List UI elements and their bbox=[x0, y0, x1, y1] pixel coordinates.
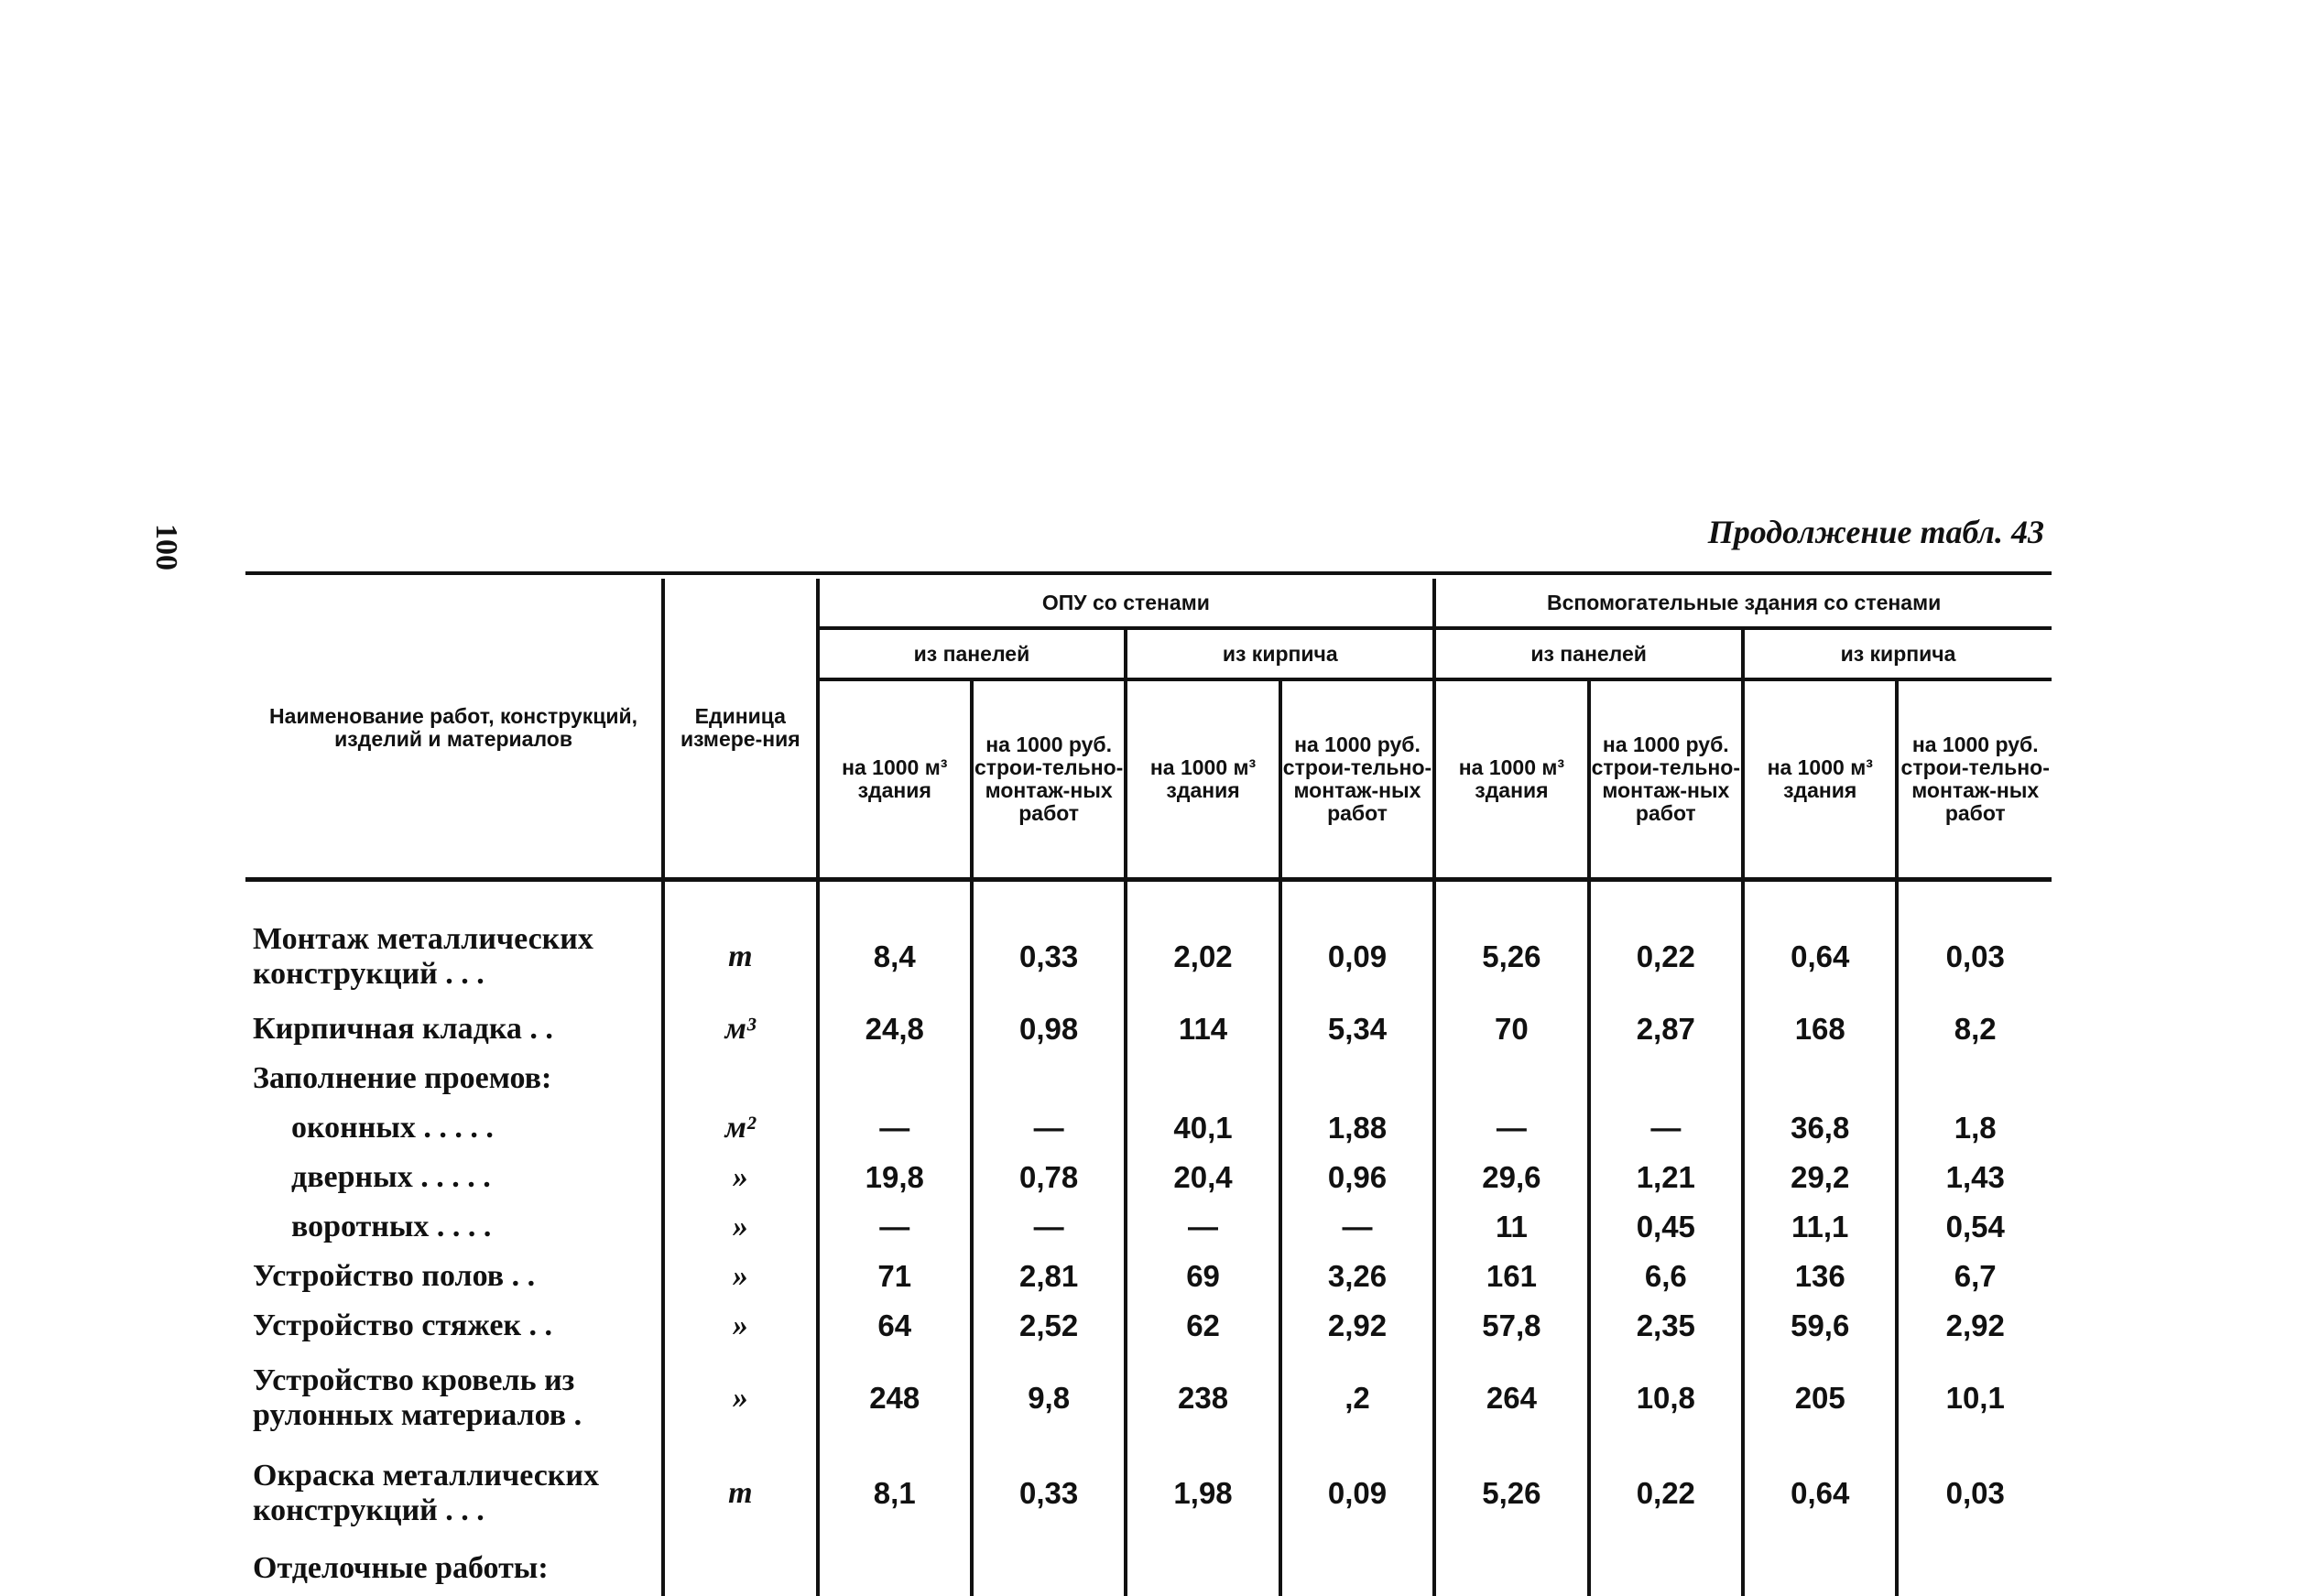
cell-value: 0,03 bbox=[1897, 880, 2052, 1005]
cell-value bbox=[972, 1541, 1126, 1596]
row-unit: » bbox=[663, 1202, 817, 1252]
cell-value: 0,33 bbox=[972, 1446, 1126, 1541]
cell-value: 57,8 bbox=[1434, 1301, 1588, 1351]
header-col-m3: на 1000 м³ здания bbox=[1126, 679, 1279, 880]
cell-value: 10,8 bbox=[1589, 1351, 1743, 1446]
cell-value: 114 bbox=[1126, 1004, 1279, 1054]
row-unit bbox=[663, 1054, 817, 1103]
table-row bbox=[245, 1301, 2052, 1351]
cell-value: 0,45 bbox=[1589, 1202, 1743, 1252]
cell-value bbox=[1589, 1541, 1743, 1596]
cell-value: 29,2 bbox=[1743, 1153, 1897, 1202]
header-aux-brick: из кирпича bbox=[1743, 628, 2052, 679]
row-unit bbox=[663, 1541, 817, 1596]
cell-value: 71 bbox=[818, 1252, 972, 1301]
cell-value: 1,88 bbox=[1280, 1103, 1434, 1153]
cell-value bbox=[1280, 1541, 1434, 1596]
cell-value: 24,8 bbox=[818, 1004, 972, 1054]
cell-value: ,2 bbox=[1280, 1351, 1434, 1446]
cell-value: 1,21 bbox=[1589, 1153, 1743, 1202]
cell-value bbox=[1434, 1054, 1588, 1103]
row-unit: » bbox=[663, 1351, 817, 1446]
cell-value: 8,4 bbox=[818, 880, 972, 1005]
cell-value: 248 bbox=[818, 1351, 972, 1446]
table-row bbox=[245, 1103, 2052, 1153]
row-unit: м² bbox=[663, 1103, 817, 1153]
cell-value bbox=[1897, 1541, 2052, 1596]
top-rule bbox=[245, 571, 2052, 575]
cell-value: 2,35 bbox=[1589, 1301, 1743, 1351]
cell-value: 264 bbox=[1434, 1351, 1588, 1446]
row-name: оконных . . . . . bbox=[245, 1103, 663, 1153]
header-group-aux: Вспомогательные здания со стенами bbox=[1434, 579, 2052, 628]
cell-value: 2,92 bbox=[1280, 1301, 1434, 1351]
header-col-rub: на 1000 руб. строи-тельно-монтаж-ных работ bbox=[972, 679, 1126, 880]
header-opu-panels: из панелей bbox=[818, 628, 1127, 679]
cell-value: 0,98 bbox=[972, 1004, 1126, 1054]
header-col-m3: на 1000 м³ здания bbox=[1743, 679, 1897, 880]
table-row bbox=[245, 1351, 2052, 1446]
cell-value bbox=[972, 1054, 1126, 1103]
cell-value: 0,64 bbox=[1743, 880, 1897, 1005]
cell-value: 136 bbox=[1743, 1252, 1897, 1301]
cell-value: — bbox=[972, 1103, 1126, 1153]
cell-value: 0,78 bbox=[972, 1153, 1126, 1202]
cell-value: 1,8 bbox=[1897, 1103, 2052, 1153]
cell-value: 11 bbox=[1434, 1202, 1588, 1252]
table-header bbox=[245, 579, 2052, 880]
table-row bbox=[245, 1004, 2052, 1054]
table-row bbox=[245, 1153, 2052, 1202]
cell-value: 5,26 bbox=[1434, 880, 1588, 1005]
header-col-m3: на 1000 м³ здания bbox=[1434, 679, 1588, 880]
row-unit: м³ bbox=[663, 1004, 817, 1054]
cell-value: 0,09 bbox=[1280, 880, 1434, 1005]
table-caption: Продолжение табл. 43 bbox=[1708, 513, 2044, 551]
cell-value: 69 bbox=[1126, 1252, 1279, 1301]
table-row bbox=[245, 880, 2052, 1005]
row-unit: » bbox=[663, 1301, 817, 1351]
cell-value bbox=[1126, 1054, 1279, 1103]
header-group-opu: ОПУ со стенами bbox=[818, 579, 1435, 628]
cell-value: 0,03 bbox=[1897, 1446, 2052, 1541]
row-name: Кирпичная кладка . . bbox=[245, 1004, 663, 1054]
cell-value: 0,09 bbox=[1280, 1446, 1434, 1541]
header-col-rub: на 1000 руб. строи-тельно-монтаж-ных работ bbox=[1280, 679, 1434, 880]
cell-value: 19,8 bbox=[818, 1153, 972, 1202]
cell-value: 0,22 bbox=[1589, 1446, 1743, 1541]
row-name: Монтаж металлических конструкций . . . bbox=[245, 880, 663, 1005]
cell-value: 0,33 bbox=[972, 880, 1126, 1005]
cell-value: 8,1 bbox=[818, 1446, 972, 1541]
cell-value: 36,8 bbox=[1743, 1103, 1897, 1153]
row-name: Окраска металлических конструкций . . . bbox=[245, 1446, 663, 1541]
cell-value bbox=[1434, 1541, 1588, 1596]
cell-value: 2,81 bbox=[972, 1252, 1126, 1301]
row-name: Заполнение проемов: bbox=[245, 1054, 663, 1103]
cell-value: 59,6 bbox=[1743, 1301, 1897, 1351]
cell-value: 3,26 bbox=[1280, 1252, 1434, 1301]
cell-value: 8,2 bbox=[1897, 1004, 2052, 1054]
row-name: Устройство полов . . bbox=[245, 1252, 663, 1301]
cell-value: 205 bbox=[1743, 1351, 1897, 1446]
table-row bbox=[245, 1541, 2052, 1596]
table-row bbox=[245, 1252, 2052, 1301]
cell-value: 0,54 bbox=[1897, 1202, 2052, 1252]
cell-value: — bbox=[1434, 1103, 1588, 1153]
cell-value: — bbox=[818, 1202, 972, 1252]
header-col-rub: на 1000 руб. строи-тельно-монтаж-ных работ bbox=[1589, 679, 1743, 880]
cell-value: 1,43 bbox=[1897, 1153, 2052, 1202]
cell-value: 0,64 bbox=[1743, 1446, 1897, 1541]
page-number: 100 bbox=[148, 524, 183, 570]
cell-value: 1,98 bbox=[1126, 1446, 1279, 1541]
cell-value: 161 bbox=[1434, 1252, 1588, 1301]
row-name: Устройство стяжек . . bbox=[245, 1301, 663, 1351]
header-unit: Единица измере-ния bbox=[663, 579, 817, 880]
row-name: Устройство кровель из рулонных материалов . bbox=[245, 1351, 663, 1446]
cell-value: — bbox=[818, 1103, 972, 1153]
row-unit: т bbox=[663, 1446, 817, 1541]
row-name: Отделочные работы: bbox=[245, 1541, 663, 1596]
cell-value bbox=[1897, 1054, 2052, 1103]
cell-value: 20,4 bbox=[1126, 1153, 1279, 1202]
cell-value: 62 bbox=[1126, 1301, 1279, 1351]
header-opu-brick: из кирпича bbox=[1126, 628, 1434, 679]
table-row bbox=[245, 1446, 2052, 1541]
cell-value: 29,6 bbox=[1434, 1153, 1588, 1202]
cell-value: — bbox=[972, 1202, 1126, 1252]
row-unit: » bbox=[663, 1252, 817, 1301]
row-name: воротных . . . . bbox=[245, 1202, 663, 1252]
data-table bbox=[245, 579, 2052, 1596]
header-aux-panels: из панелей bbox=[1434, 628, 1743, 679]
cell-value: 9,8 bbox=[972, 1351, 1126, 1446]
cell-value: — bbox=[1280, 1202, 1434, 1252]
header-name: Наименование работ, конструкций, изделий и материалов bbox=[245, 579, 663, 880]
cell-value: 5,34 bbox=[1280, 1004, 1434, 1054]
cell-value: 2,52 bbox=[972, 1301, 1126, 1351]
cell-value bbox=[818, 1054, 972, 1103]
cell-value: 2,92 bbox=[1897, 1301, 2052, 1351]
table-row bbox=[245, 1054, 2052, 1103]
row-unit: » bbox=[663, 1153, 817, 1202]
cell-value: 11,1 bbox=[1743, 1202, 1897, 1252]
row-name: дверных . . . . . bbox=[245, 1153, 663, 1202]
cell-value: 2,02 bbox=[1126, 880, 1279, 1005]
cell-value: 0,22 bbox=[1589, 880, 1743, 1005]
row-unit: т bbox=[663, 880, 817, 1005]
cell-value: 238 bbox=[1126, 1351, 1279, 1446]
table-row bbox=[245, 1202, 2052, 1252]
cell-value bbox=[1126, 1541, 1279, 1596]
cell-value: 2,87 bbox=[1589, 1004, 1743, 1054]
cell-value: 6,6 bbox=[1589, 1252, 1743, 1301]
cell-value bbox=[1743, 1541, 1897, 1596]
cell-value: 64 bbox=[818, 1301, 972, 1351]
cell-value bbox=[1280, 1054, 1434, 1103]
cell-value: 0,96 bbox=[1280, 1153, 1434, 1202]
cell-value: 40,1 bbox=[1126, 1103, 1279, 1153]
cell-value: — bbox=[1589, 1103, 1743, 1153]
header-col-rub: на 1000 руб. строи-тельно-монтаж-ных работ bbox=[1897, 679, 2052, 880]
cell-value: 70 bbox=[1434, 1004, 1588, 1054]
cell-value: 5,26 bbox=[1434, 1446, 1588, 1541]
cell-value: 10,1 bbox=[1897, 1351, 2052, 1446]
cell-value: 168 bbox=[1743, 1004, 1897, 1054]
cell-value bbox=[818, 1541, 972, 1596]
header-col-m3: на 1000 м³ здания bbox=[818, 679, 972, 880]
cell-value: 6,7 bbox=[1897, 1252, 2052, 1301]
cell-value bbox=[1743, 1054, 1897, 1103]
cell-value bbox=[1589, 1054, 1743, 1103]
table-body bbox=[245, 880, 2052, 1596]
cell-value: — bbox=[1126, 1202, 1279, 1252]
